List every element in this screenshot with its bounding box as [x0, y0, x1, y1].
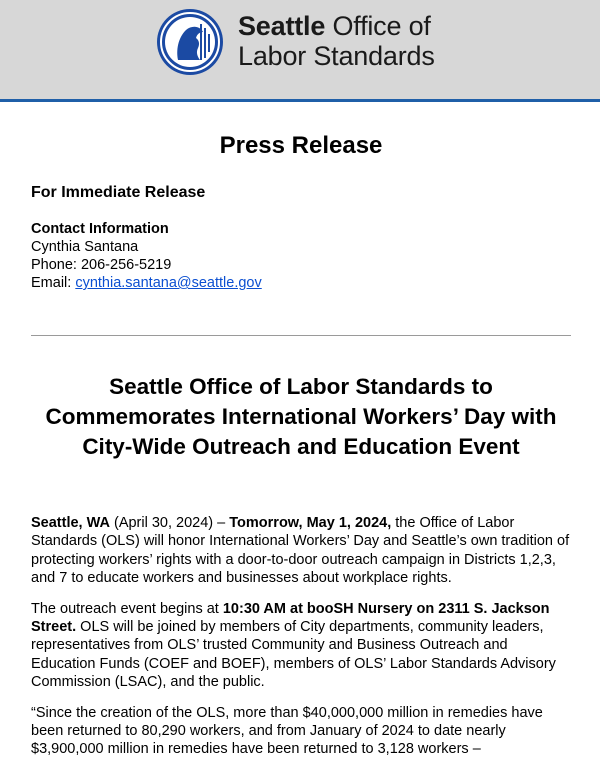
paragraph-1 [31, 514, 571, 588]
ols-logo [156, 8, 435, 76]
contact-phone: Phone: 206-256-5219 [31, 257, 172, 273]
logo-seattle: Seattle [238, 11, 326, 42]
date: (April 30, 2024) – [109, 515, 230, 531]
paragraph-2-text-a: The outreach event begins at [31, 600, 223, 617]
contact-name: Cynthia Santana [31, 239, 139, 255]
logo-labor-standards: Labor Standards [238, 41, 435, 71]
paragraph-2 [31, 600, 571, 692]
logo-office-of: Office of [325, 11, 431, 42]
immediate-release-label: For Immediate Release [31, 184, 206, 201]
paragraph-2-text-b: OLS will be joined by members of City departments, community leaders, representatives from OLS’ trusted Community and Business Outreach and Education Funds (COEF and BOEF), members of OLS’ Labor Standards Advisory Commission (LSAC), and the public. [31, 619, 556, 691]
seattle-seal-icon [156, 8, 224, 76]
dateline: Seattle, WA [31, 515, 110, 531]
article-body [31, 514, 571, 771]
paragraph-1-text: the Office of Labor Standards (OLS) will honor International Workers’ Day and Seattle’s own tradition of protecting workers’ rights with a door-to-door outreach campaign in Districts 1,2,3, and 7 to educate workers and businesses about workplace rights. [31, 515, 570, 587]
contact-email-row [31, 274, 262, 292]
email-label: Email: [31, 275, 76, 291]
bold-date: Tomorrow, May 1, 2024, [229, 515, 392, 531]
headline: Seattle Office of Labor Standards to Commemorates International Workers’ Day with City-Wide Outreach and Education Event [45, 374, 557, 459]
paragraph-3: “Since the creation of the OLS, more than $40,000,000 million in remedies have been returned to 80,290 workers, and from January of 2024 to date nearly $3,900,000 million in remedies have been returned to 3,128 workers – [31, 704, 543, 758]
divider [31, 335, 571, 336]
press-release-title: Press Release [219, 132, 383, 159]
contact-label: Contact Information [31, 221, 169, 237]
email-link[interactable]: cynthia.santana@seattle.gov [75, 275, 262, 291]
contact-block [31, 220, 262, 292]
header-banner [0, 0, 600, 102]
event-location: 10:30 AM at booSH Nursery on 2311 S. Jackson Street. [31, 600, 550, 636]
